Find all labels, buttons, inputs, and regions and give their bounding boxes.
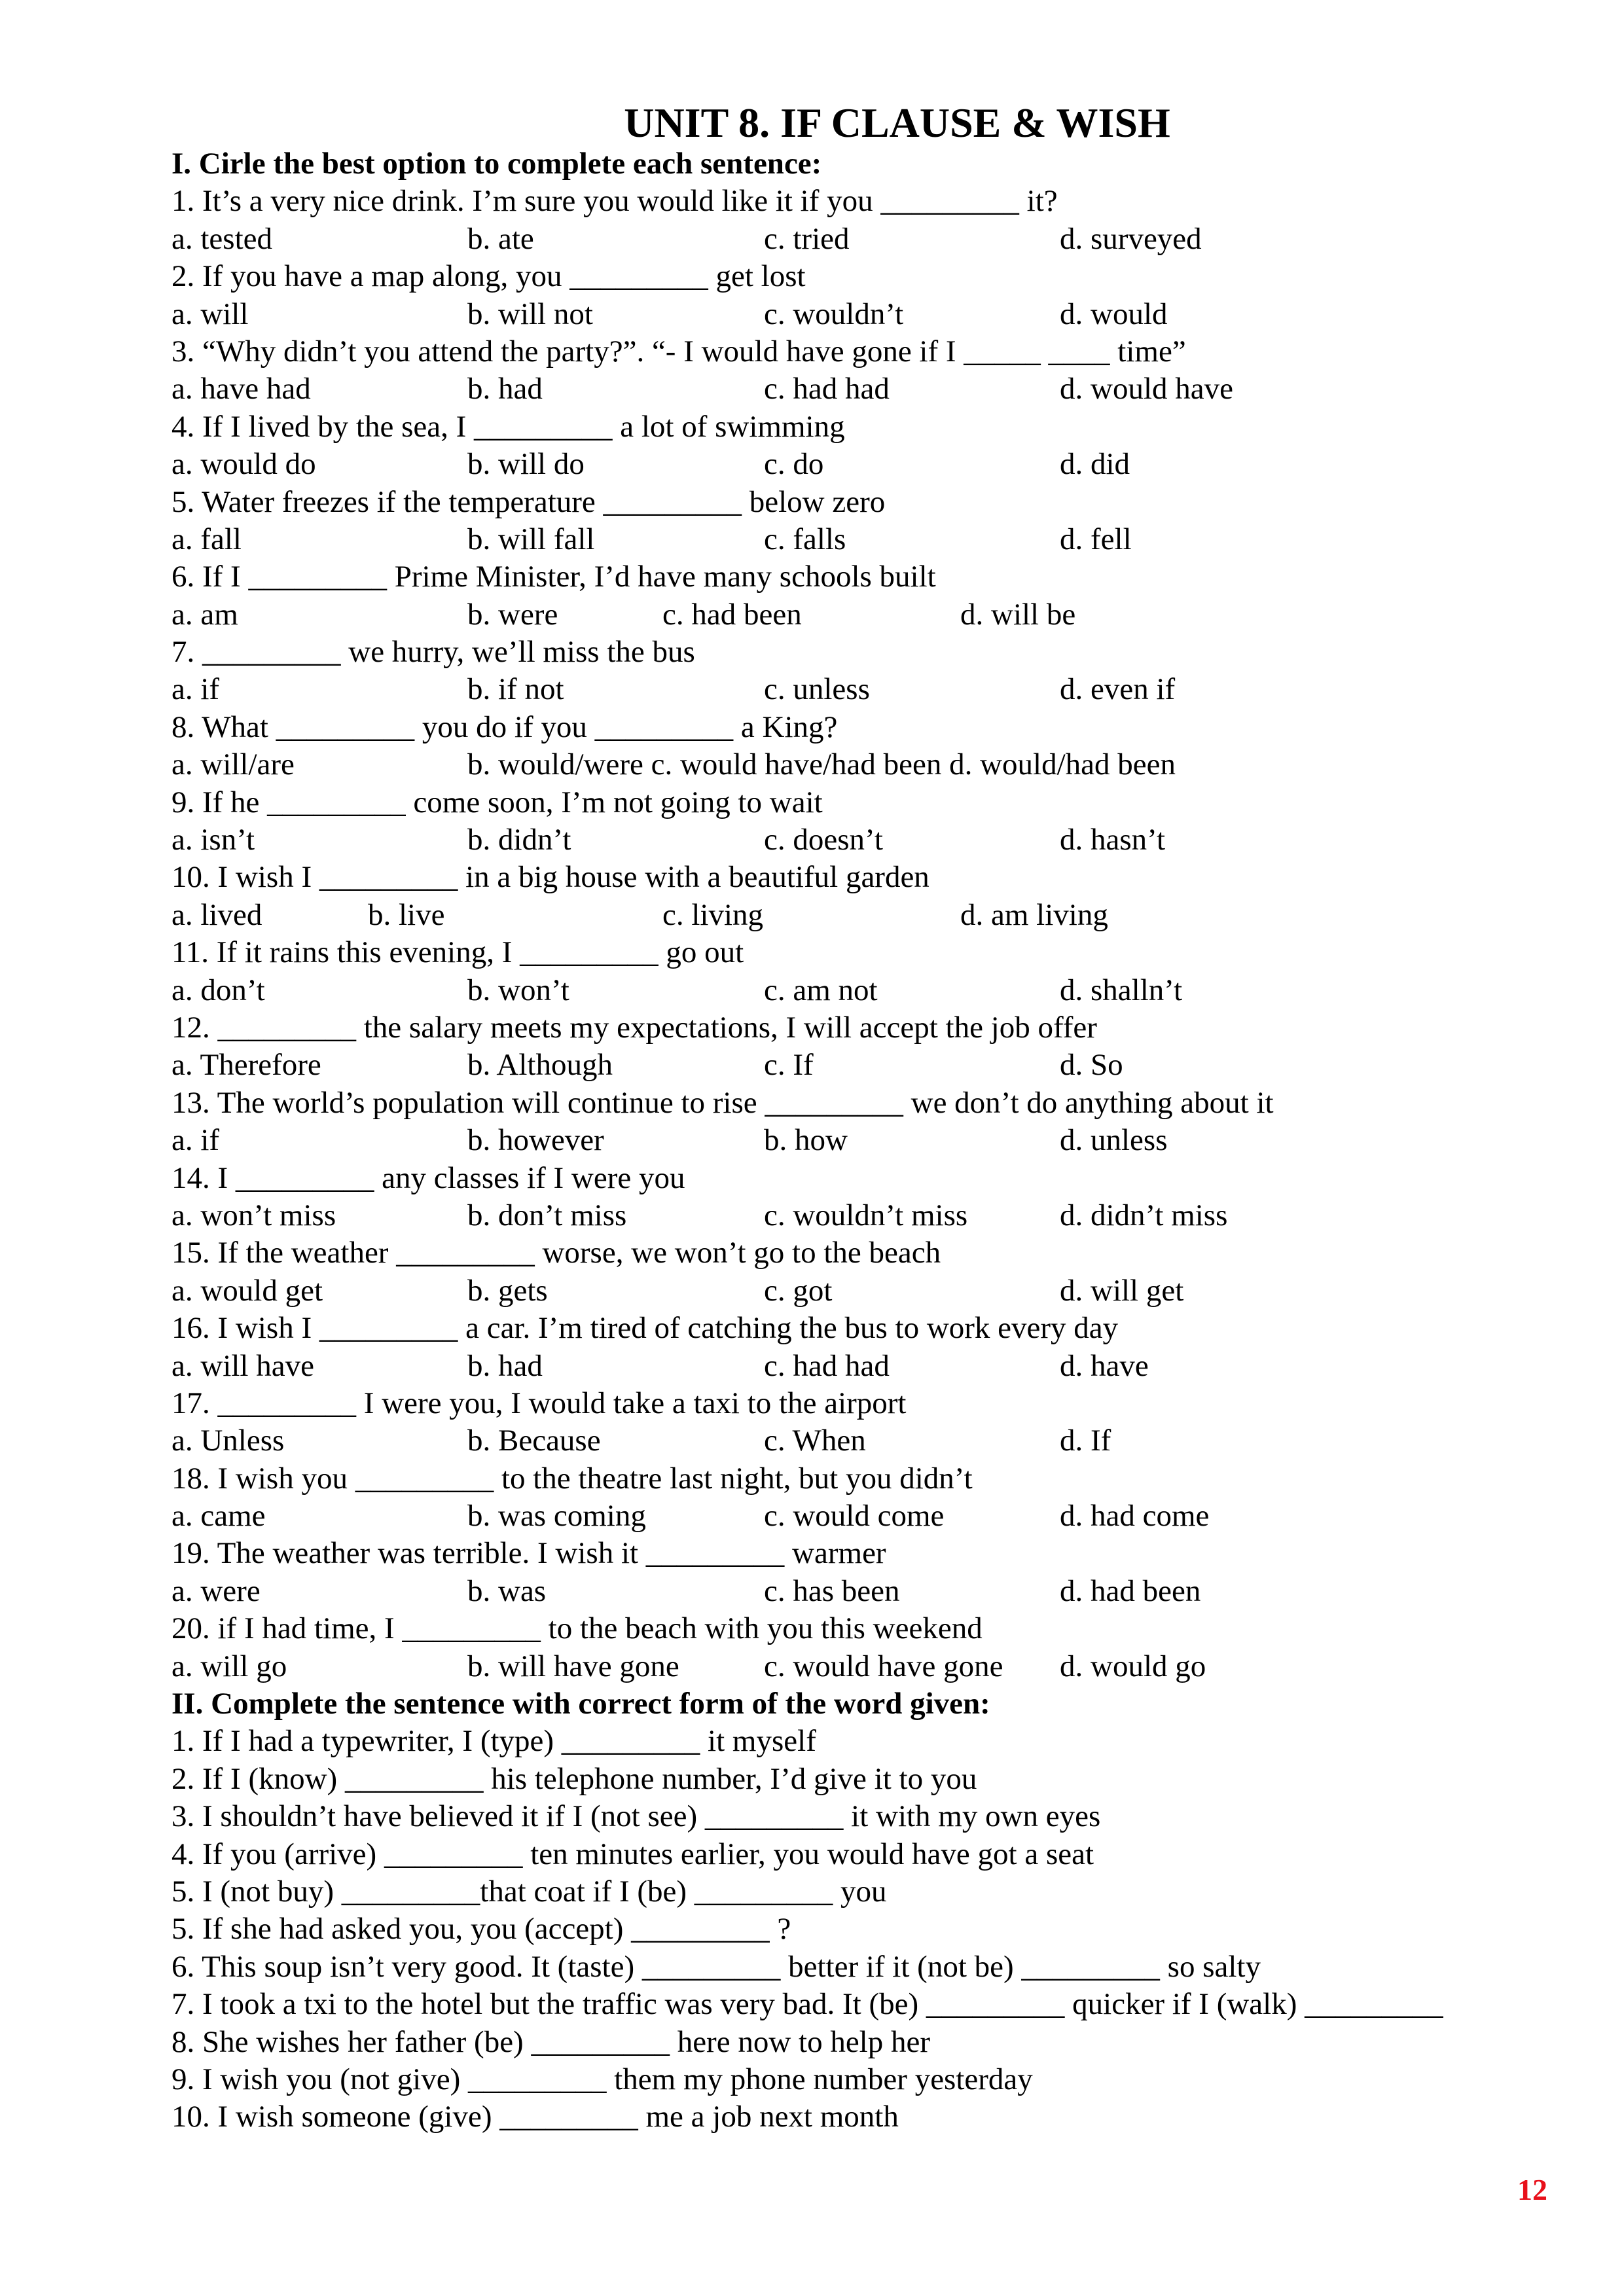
question-7: 7. _________ we hurry, we’ll miss the bus (171, 635, 695, 670)
question-13: 13. The world’s population will continue to rise _________ we don’t do anything about it (171, 1085, 1274, 1120)
option-d: d. will get (1060, 1273, 1184, 1308)
options-9 (171, 821, 1579, 859)
option-d: d. would have (1060, 372, 1233, 406)
option-a: a. would get (171, 1273, 323, 1308)
option-d: d. even if (1060, 672, 1176, 707)
option-c: c. had had (764, 372, 890, 406)
options-5 (171, 521, 1579, 558)
option-b: b. won’t (467, 973, 569, 1007)
option-c: c. unless (764, 672, 870, 707)
option-c: c. would have gone (764, 1649, 1003, 1683)
options-19 (171, 1573, 1579, 1610)
option-b: b. Although (467, 1048, 613, 1083)
option-a: a. if (171, 1123, 220, 1158)
question-11: 11. If it rains this evening, I _________ go out (171, 935, 744, 970)
option-d: d. would go (1060, 1649, 1206, 1683)
option-a: a. have had (171, 372, 311, 406)
options-16 (171, 1348, 1579, 1385)
option-b: b. will fall (467, 522, 595, 556)
question-20: 20. if I had time, I _________ to the beach with you this weekend (171, 1611, 983, 1646)
option-d: d. had come (1060, 1499, 1210, 1534)
option-a: a. will go (171, 1649, 287, 1683)
option-b: b. ate (467, 221, 534, 256)
option-a: a. were (171, 1573, 261, 1608)
page-title: UNIT 8. IF CLAUSE & WISH (624, 99, 1170, 146)
option-c: c. am not (764, 973, 878, 1007)
question-14: 14. I _________ any classes if I were you (171, 1160, 685, 1195)
option-d: d. hasn’t (1060, 823, 1166, 857)
exercise-item: 10. I wish someone (give) _________ me a job next month (171, 2100, 899, 2134)
option-c: c. do (764, 447, 824, 482)
section-2-heading: II. Complete the sentence with correct form of the word given: (171, 1687, 990, 1721)
option-a: a. will (171, 296, 249, 331)
option-c: c. doesn’t (764, 823, 883, 857)
option-b: b. will do (467, 447, 585, 482)
question-15: 15. If the weather _________ worse, we won’t go to the beach (171, 1236, 941, 1270)
option-b: b. had (467, 372, 543, 406)
question-10: 10. I wish I _________ in a big house with a beautiful garden (171, 860, 929, 895)
options-4 (171, 446, 1579, 483)
options-8 (171, 746, 1579, 783)
option-c: c. wouldn’t (764, 296, 904, 331)
option-d: d. did (1060, 447, 1130, 482)
option-c: c. When (764, 1424, 866, 1458)
option-a: a. am (171, 597, 238, 632)
options-11 (171, 972, 1579, 1009)
option-d: d. would (1060, 296, 1168, 331)
options-1 (171, 221, 1579, 258)
option-a: a. won’t miss (171, 1198, 336, 1232)
options-3 (171, 370, 1579, 408)
exercise-item: 3. I shouldn’t have believed it if I (not see) _________ it with my own eyes (171, 1799, 1101, 1834)
option-c: c. had had (764, 1348, 890, 1383)
option-a: a. fall (171, 522, 242, 556)
option-a: a. if (171, 672, 220, 707)
exercise-item: 2. If I (know) _________ his telephone number, I’d give it to you (171, 1761, 977, 1796)
option-d: d. shalln’t (1060, 973, 1183, 1007)
question-1: 1. It’s a very nice drink. I’m sure you would like it if you _________ it? (171, 184, 1058, 219)
option-b: b. were (467, 597, 558, 632)
option-b: b. didn’t (467, 823, 571, 857)
option-b: b. gets (467, 1273, 548, 1308)
option-c: c. living (662, 897, 764, 932)
option-b: b. will not (467, 296, 593, 331)
option-c: c. would come (764, 1499, 945, 1534)
option-a: a. will/are (171, 747, 295, 782)
option-b: b. if not (467, 672, 564, 707)
question-8: 8. What _________ you do if you _________ a King? (171, 709, 838, 744)
options-7 (171, 671, 1579, 708)
option-d: d. fell (1060, 522, 1132, 556)
question-3: 3. “Why didn’t you attend the party?”. “- I would have gone if I _____ ____ time” (171, 334, 1186, 368)
options-10 (171, 897, 1579, 934)
option-b: b. was (467, 1573, 547, 1608)
question-2: 2. If you have a map along, you _________ get lost (171, 259, 806, 294)
question-6: 6. If I _________ Prime Minister, I’d have many schools built (171, 560, 936, 594)
question-12: 12. _________ the salary meets my expectations, I will accept the job offer (171, 1010, 1097, 1045)
exercise-item: 6. This soup isn’t very good. It (taste) _________ better if it (not be) _________ so salty (171, 1949, 1261, 1984)
option-a: a. Unless (171, 1424, 285, 1458)
section-1-heading: I. Cirle the best option to complete each sentence: (171, 147, 822, 181)
options-20 (171, 1648, 1579, 1685)
option-d: d. had been (1060, 1573, 1201, 1608)
option-b: b. Because (467, 1424, 601, 1458)
question-18: 18. I wish you _________ to the theatre last night, but you didn’t (171, 1461, 973, 1496)
option-c: c. falls (764, 522, 846, 556)
option-a: a. tested (171, 221, 272, 256)
question-16: 16. I wish I _________ a car. I’m tired of catching the bus to work every day (171, 1311, 1119, 1346)
option-c: c. has been (764, 1573, 900, 1608)
option-b: b. however (467, 1123, 604, 1158)
exercise-item: 1. If I had a typewriter, I (type) _________ it myself (171, 1724, 816, 1759)
option-c: c. tried (764, 221, 850, 256)
option-d: d. unless (1060, 1123, 1168, 1158)
option-a: a. came (171, 1499, 266, 1534)
exercise-item: 7. I took a txi to the hotel but the traffic was very bad. It (be) _________ quicker if I (walk) _________ (171, 1987, 1443, 2022)
option-a: a. lived (171, 897, 262, 932)
option-a: a. would do (171, 447, 316, 482)
exercise-item: 5. I (not buy) _________that coat if I (be) _________ you (171, 1874, 887, 1909)
option-c: b. how (764, 1123, 848, 1158)
option-a: a. isn’t (171, 823, 255, 857)
option-d: d. didn’t miss (1060, 1198, 1228, 1232)
option-d: d. If (1060, 1424, 1111, 1458)
exercise-item: 5. If she had asked you, you (accept) _________ ? (171, 1912, 791, 1946)
option-d: d. surveyed (1060, 221, 1202, 256)
options-12 (171, 1047, 1579, 1084)
option-d: d. will be (960, 597, 1076, 632)
option-b-c-d: b. would/were c. would have/had been d. would/had been (467, 747, 1176, 782)
option-c: c. wouldn’t miss (764, 1198, 968, 1232)
question-17: 17. _________ I were you, I would take a taxi to the airport (171, 1386, 907, 1420)
options-15 (171, 1272, 1579, 1310)
options-14 (171, 1197, 1579, 1234)
exercise-item: 4. If you (arrive) _________ ten minutes earlier, you would have got a seat (171, 1837, 1094, 1871)
options-6 (171, 596, 1579, 634)
option-c: c. got (764, 1273, 833, 1308)
option-b: b. don’t miss (467, 1198, 627, 1232)
option-a: a. will have (171, 1348, 314, 1383)
question-4: 4. If I lived by the sea, I _________ a lot of swimming (171, 409, 845, 444)
options-17 (171, 1422, 1579, 1460)
option-a: a. don’t (171, 973, 265, 1007)
question-5: 5. Water freezes if the temperature _________ below zero (171, 484, 886, 519)
option-b: b. live (368, 897, 445, 932)
options-18 (171, 1498, 1579, 1535)
options-2 (171, 296, 1579, 333)
option-b: b. will have gone (467, 1649, 679, 1683)
option-b: b. had (467, 1348, 543, 1383)
option-c: c. If (764, 1048, 814, 1083)
option-d: d. am living (960, 897, 1108, 932)
exercise-item: 8. She wishes her father (be) _________ here now to help her (171, 2024, 931, 2059)
worksheet-content (171, 145, 1579, 2136)
option-d: d. have (1060, 1348, 1149, 1383)
exercise-item: 9. I wish you (not give) _________ them my phone number yesterday (171, 2062, 1033, 2096)
question-19: 19. The weather was terrible. I wish it _________ warmer (171, 1536, 886, 1571)
options-13 (171, 1122, 1579, 1159)
question-9: 9. If he _________ come soon, I’m not going to wait (171, 785, 823, 819)
page-number: 12 (1517, 2173, 1547, 2206)
option-b: b. was coming (467, 1499, 646, 1534)
option-c: c. had been (662, 597, 802, 632)
option-a: a. Therefore (171, 1048, 321, 1083)
option-d: d. So (1060, 1048, 1123, 1083)
